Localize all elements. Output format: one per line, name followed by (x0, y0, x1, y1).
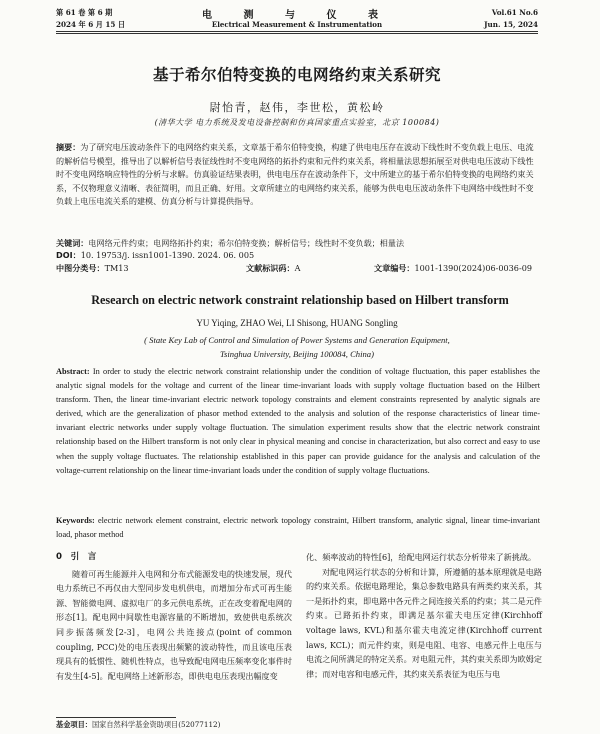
doi-label: DOI： (56, 250, 81, 260)
intro-paragraph-1: 随着可再生能源并入电网和分布式能源发电的快速发展，现代电力系统已不再仅由大型同步发电机供电，而增加分布式可再生能源、智能微电网、虚拟电厂的多元供电系统，正在改变着配电网的形态[1]。配电网中间歇性电源容量的不断增加，致使供电系统次同步振荡频发[2-3]，电网公共连接点(point of common coupling, PCC)处的电压表现出频繁的波动特性，而且该电压表现具有的低惯性、随机性特点，也导致配电网电压频率变化事件时有发生[4-5]。配电网络上述新形态，即供电电压表现出幅度变 (56, 568, 292, 681)
doi-value: 10. 19753/j. issn1001-1390. 2024. 06. 005 (80, 250, 255, 260)
funding-label: 基金项目： (56, 720, 92, 729)
authors-cn: 尉怡青，赵伟，李世松，黄松岭 (209, 101, 385, 114)
intro-paragraph-1-cont: 化、频率波动的特性[6]，给配电网运行状态分析带来了新挑战。 (306, 552, 536, 562)
abstract-en (56, 365, 540, 478)
article-no-label: 文章编号： (374, 263, 415, 273)
doc-code-label: 文献标识码： (246, 263, 295, 273)
keywords-cn (56, 238, 538, 249)
doc-code-value: A (294, 263, 301, 273)
keywords-label-en: Keywords: (56, 516, 95, 525)
journal-name-en: Electrical Measurement & Instrumentation (211, 20, 383, 29)
keywords-text-en: electric network element constraint, electric network topology constraint, Hilbert transform, analytic signal, linear time-invariant load, phasor method (56, 516, 541, 540)
date-en: Jun. 15, 2024 (484, 20, 538, 29)
section-heading-intro: 0 引 言 (56, 552, 97, 562)
running-header (56, 6, 538, 32)
abstract-text-cn: 为了研究电压波动条件下的电网络约束关系，文章基于希尔伯特变换，构建了供电电压存在波动下线性时不变负载上电压、电流的解析信号模型，推导出了以解析信号表征线性时不变电网络的拓扑约束和元件约束关系，将相量法思想拓展至对供电电压波动下线性时不变电网络响应特性的分析与求解。仿真验证结果表明，供电电压存在波动条件下，文中所建立的基于希尔伯特变换的电网络约束关系，不仅物理意义清晰、表征简明，而且正确、好用。文章所建立的电网络约束关系，能够为供电电压波动条件下电网络中线性时不变负载上电压电流关系的建模、仿真分析与计算提供指导。 (56, 142, 534, 207)
body-column-right (306, 550, 542, 681)
journal-name-cn: 电 测 与 仪 表 (202, 10, 392, 21)
clc-number (56, 263, 129, 274)
affiliation-en (56, 333, 538, 361)
affiliation-en-line-1: ( State Key Lab of Control and Simulation of Power Systems and Generation Equipment, (144, 335, 450, 345)
funding-text: 国家自然科学基金资助项目(52077112) (91, 720, 221, 729)
keywords-en (56, 514, 540, 542)
header-rule (56, 31, 538, 32)
abstract-label-en: Abstract: (56, 367, 90, 376)
keywords-text-cn: 电网络元件约束；电网络拓扑约束；希尔伯特变换；解析信号；线性时不变负载；相量法 (88, 238, 405, 248)
keywords-label-cn: 关键词： (56, 238, 89, 248)
clc-value: TM13 (104, 263, 129, 273)
volume-cn: 第 61 卷 第 6 期 (56, 8, 113, 17)
body-column-left (56, 550, 292, 683)
funding-footnote (56, 720, 220, 730)
abstract-cn (56, 141, 538, 209)
doi-line (56, 250, 538, 261)
clc-label: 中图分类号： (56, 263, 105, 273)
abstract-text-en: In order to study the electric network constraint relationship under the condition of voltage fluctuation, this paper establishes the analytic signal models for the voltage and current of the linear time-invariant loads with supply voltage fluctuation based on the Hilbert transform. Then, the linear time-invariant electric network topology constraints and element constraints represented by analytic signals are derived, which are the generalization of phasor method extended to the analysis and solution of the response characteristics of linear time-invariant electric networks under supply voltage fluctuation. The simulation experiment results show that the electric network constraint relationship based on the Hilbert transform is not only clear in physical meaning and concise in characterization, but also correct and easy to use when the supply voltage fluctuates. The relationship established in this paper can provide guidance for the analysis and calculation of the voltage-current relationship on the linear time-invariant loads under the condition of supply voltage fluctuations. (56, 367, 540, 475)
affiliation-en-line-2: Tsinghua University, Beijing 100084, China) (220, 349, 374, 359)
paper-title-en: Research on electric network constraint relationship based on Hilbert transform (91, 293, 509, 307)
article-number (374, 263, 532, 274)
article-no-value: 1001-1390(2024)06-0036-09 (414, 263, 532, 273)
footnote-rule (56, 717, 176, 718)
authors-en: YU Yiqing, ZHAO Wei, LI Shisong, HUANG Songling (196, 318, 398, 328)
abstract-label-cn: 摘要： (56, 142, 81, 152)
document-code (246, 263, 300, 274)
affiliation-cn: (清华大学 电力系统及发电设备控制和仿真国家重点实验室，北京 100084) (154, 118, 440, 127)
header-rule-thin (56, 33, 538, 34)
volume-en: Vol.61 No.6 (491, 8, 538, 17)
date-cn: 2024 年 6 月 15 日 (56, 20, 126, 29)
paper-title-cn: 基于希尔伯特变换的电网络约束关系研究 (152, 66, 441, 84)
intro-paragraph-2: 对配电网运行状态的分析和计算，所遵循的基本原理就是电路的约束关系。依据电路理论，集总参数电路具有两类约束关系，其一是拓扑约束，即电路中各元件之间连接关系的约束；其二是元件约束。已路拓扑约束，即满足基尔霍夫电压定律(Kirchhoff voltage laws, KVL)和基尔霍夫电流定律(Kirchhoff current laws, KCL)；而元件约束，则是电阻、电容、电感元件上电压与电流之间所满足的特定关系。对电阻元件，其约束关系即为欧姆定律；而对电容和电感元件，其约束关系表征为电压与电 (306, 566, 542, 679)
